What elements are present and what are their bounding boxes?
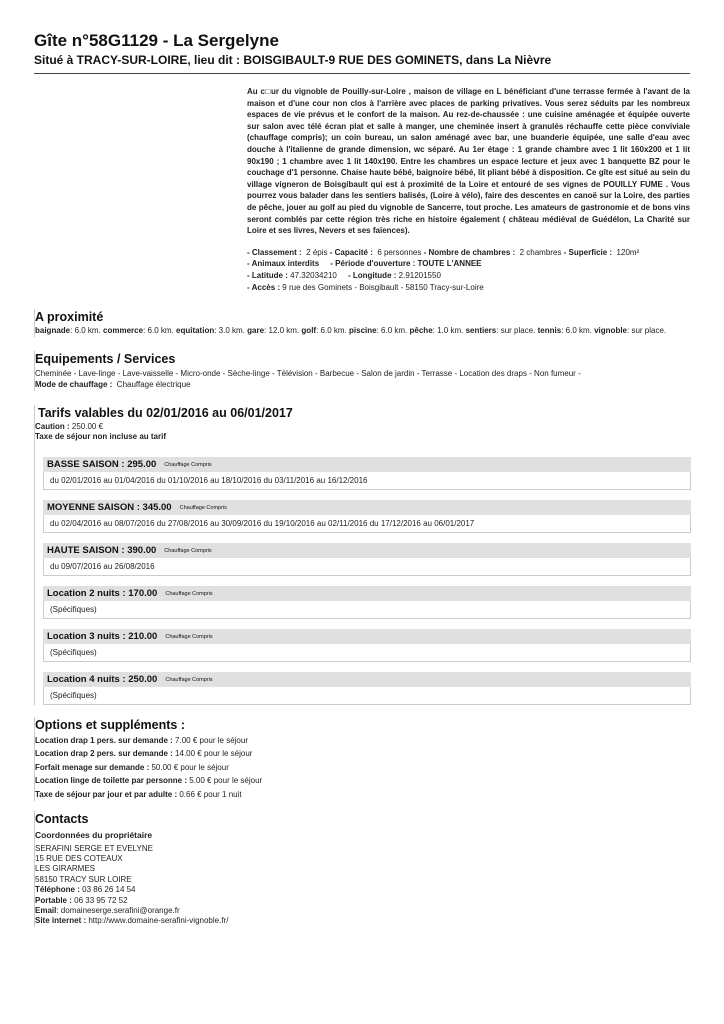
prox-commerce-label: commerce xyxy=(103,326,144,336)
tarifs-section xyxy=(34,405,690,705)
equipements-title: Equipements / Services xyxy=(35,351,176,366)
portable-value: 06 33 95 72 52 xyxy=(74,895,128,905)
contacts-section xyxy=(34,811,690,927)
site-label: Site internet : xyxy=(35,916,87,926)
longitude-label: - Longitude : xyxy=(347,270,397,280)
capacite-label: - Capacité : xyxy=(329,247,373,257)
option-item xyxy=(35,761,690,775)
caution-value: 250.00 € xyxy=(71,421,104,431)
prox-piscine-value: 6.0 km. xyxy=(381,326,408,336)
season-name: HAUTE SAISON : 390.00 xyxy=(47,544,157,556)
season-header xyxy=(43,543,691,558)
season-detail: du 09/07/2016 au 26/08/2016 xyxy=(43,558,691,576)
site-line xyxy=(35,916,690,926)
prox-piscine-label: piscine xyxy=(349,326,377,336)
season-detail: (Spécifiques) xyxy=(43,687,691,705)
options-title: Options et suppléments : xyxy=(35,717,186,732)
options-section xyxy=(34,717,690,802)
portable-line xyxy=(35,896,690,906)
option-value: 7.00 € pour le séjour xyxy=(175,735,248,745)
acces-value: 9 rue des Gominets - Boisgibault - 58150 Tracy-sur-Loire xyxy=(282,282,484,292)
telephone-line xyxy=(35,885,690,895)
tarifs-title: Tarifs valables du 02/01/2016 au 06/01/2017 xyxy=(38,405,293,420)
season-header xyxy=(43,672,691,687)
title-divider xyxy=(34,73,690,74)
email-value[interactable]: : domaineserge.serafini@orange.fr xyxy=(56,906,180,916)
proximite-list: baignade: 6.0 km. commerce: 6.0 km. equitation: 3.0 km. gare: 12.0 km. golf: 6.0 km. piscine: 6.0 km. pêche: 1.0 km. sentiers: sur place. tennis: 6.0 km. vignoble: sur place. xyxy=(35,326,667,336)
option-item xyxy=(35,734,690,748)
season-header xyxy=(43,629,691,644)
page-subtitle: Situé à TRACY-SUR-LOIRE, lieu dit : BOISGIBAULT-9 RUE DES GOMINETS, dans La Nièvre xyxy=(34,53,552,67)
latitude-value: 47.32034210 xyxy=(290,270,337,280)
site-link[interactable]: http://www.domaine-serafini-vignoble.fr/ xyxy=(88,916,229,926)
contacts-title: Contacts xyxy=(35,812,89,827)
season-detail: du 02/01/2016 au 01/04/2016 du 01/10/2016 au 18/10/2016 du 03/11/2016 au 16/12/2016 xyxy=(43,472,691,490)
owner-name: SERAFINI SERGE ET EVELYNE xyxy=(35,843,153,853)
prox-sentiers-value: sur place. xyxy=(500,326,536,336)
season-moyenne xyxy=(43,500,691,533)
facts-block xyxy=(247,247,690,293)
periode-text: - Période d'ouverture : TOUTE L'ANNEE xyxy=(330,259,482,269)
prox-gare-label: gare xyxy=(247,326,265,336)
classement-value: 2 épis xyxy=(306,247,328,257)
chambres-value: 2 chambres xyxy=(519,247,562,257)
season-haute xyxy=(43,543,691,576)
option-item xyxy=(35,747,690,761)
animaux-text: - Animaux interdits xyxy=(247,259,320,269)
option-value: 50.00 € pour le séjour xyxy=(151,762,229,772)
prox-equitation-label: equitation xyxy=(176,326,215,336)
season-location-3-nuits xyxy=(43,629,691,662)
season-note: Chauffage Compris xyxy=(164,461,212,468)
option-label: Location drap 1 pers. sur demande : xyxy=(35,735,173,745)
option-value: 0.66 € pour 1 nuit xyxy=(179,789,242,799)
proximite-title: A proximité xyxy=(35,310,104,325)
option-item xyxy=(35,774,690,788)
owner-address-2: LES GIRARMES xyxy=(35,864,96,874)
option-label: Location drap 2 pers. sur demande : xyxy=(35,749,173,759)
prox-gare-value: 12.0 km. xyxy=(268,326,300,336)
chauffage-label: Mode de chauffage : xyxy=(35,380,113,390)
prox-golf-label: golf xyxy=(301,326,317,336)
prox-baignade-label: baignade xyxy=(35,326,71,336)
prox-peche-value: 1.0 km. xyxy=(437,326,464,336)
latitude-label: - Latitude : xyxy=(247,270,288,280)
option-label: Location linge de toilette par personne : xyxy=(35,776,188,786)
email-line xyxy=(35,906,690,916)
portable-label: Portable : xyxy=(35,895,72,905)
prox-tennis-label: tennis xyxy=(537,326,562,336)
season-header xyxy=(43,500,691,515)
season-note: Chauffage Compris xyxy=(164,547,212,554)
prox-sentiers-label: sentiers xyxy=(465,326,497,336)
season-name: BASSE SAISON : 295.00 xyxy=(47,458,157,470)
season-name: Location 2 nuits : 170.00 xyxy=(47,587,158,599)
prox-peche-label: pêche xyxy=(409,326,433,336)
document-page xyxy=(34,30,690,927)
email-label: Email xyxy=(35,906,57,916)
season-header xyxy=(43,586,691,601)
chambres-label: - Nombre de chambres : xyxy=(423,247,516,257)
superficie-label: - Superficie : xyxy=(563,247,613,257)
season-basse xyxy=(43,457,691,490)
proximite-section xyxy=(34,309,690,337)
taxe-note-text: Taxe de séjour non incluse au tarif xyxy=(35,432,166,442)
season-note: Chauffage Compris xyxy=(179,504,227,511)
equipements-list: Cheminée - Lave-linge - Lave-vaisselle - Micro-onde - Sèche-linge - Télévision - Barbecue - Salon de jardin - Terrasse - Location des draps - Non fumeur - xyxy=(35,368,581,378)
owner-address-3: 58150 TRACY SUR LOIRE xyxy=(35,874,132,884)
prox-tennis-value: 6.0 km. xyxy=(565,326,592,336)
season-name: Location 4 nuits : 250.00 xyxy=(47,673,158,685)
telephone-value: 03 86 26 14 54 xyxy=(82,885,136,895)
prox-commerce-value: 6.0 km. xyxy=(147,326,174,336)
option-label: Taxe de séjour par jour et par adulte : xyxy=(35,789,178,799)
classement-label: - Classement : xyxy=(247,247,302,257)
contacts-subtitle: Coordonnées du propriétaire xyxy=(35,830,153,841)
capacite-value: 6 personnes xyxy=(377,247,422,257)
options-list xyxy=(35,734,690,802)
prox-baignade-value: 6.0 km. xyxy=(74,326,101,336)
taxe-note xyxy=(35,432,690,443)
season-note: Chauffage Compris xyxy=(165,590,213,597)
owner-address-1: 15 RUE DES COTEAUX xyxy=(35,854,123,863)
acces-label: - Accès : xyxy=(247,282,281,292)
season-name: MOYENNE SAISON : 345.00 xyxy=(47,501,172,513)
season-detail: (Spécifiques) xyxy=(43,601,691,619)
chauffage-line xyxy=(35,380,690,391)
season-name: Location 3 nuits : 210.00 xyxy=(47,630,158,642)
contacts-block xyxy=(35,844,690,927)
option-label: Forfait menage sur demande : xyxy=(35,762,150,772)
season-note: Chauffage Compris xyxy=(165,633,213,640)
superficie-value: 120m² xyxy=(616,247,640,257)
caution-label: Caution : xyxy=(35,421,70,431)
equipements-section xyxy=(34,351,690,391)
option-item xyxy=(35,788,690,802)
prox-golf-value: 6.0 km. xyxy=(320,326,347,336)
prox-vignoble-label: vignoble xyxy=(594,326,627,336)
longitude-value: 2.91201550 xyxy=(398,270,441,280)
prox-vignoble-value: sur place. xyxy=(631,326,667,336)
telephone-label: Téléphone : xyxy=(35,885,80,895)
chauffage-value: Chauffage électrique xyxy=(116,380,191,390)
description-text: Au c□ur du vignoble de Pouilly-sur-Loire , maison de village en L bénéficiant d'une terrasse fermée à l'avant de la maison et d'une cour non clos à l'arrière avec places de parking privatives. Vous serez séduits par les nombreux espaces de vie prévus et le confort de la maison. Au rez-de-chaussée : une cuisine aménagée et équipée ouverte sur salon avec télé écran plat et salle à manger, une cheminée insert à granulés réchauffe cette pièce conviviale (chauffage compris); un coin bureau, un salon aménagé avec bar, une buanderie équipée, une salle d'eau avec douche à l'italienne de grande dimension, wc séparé. Au 1er étage : 1 grande chambre avec 1 lit 160x200 et 1 lit 90x190 ; 1 chambre avec 1 lit 140x190. Entre les chambres un espace lecture et jeux avec 1 banquette BZ pour le couchage d'1 personne. Chaise haute bébé, baignoire bébé, lit pliant bébé à disposition. Ce gîte est situé au sein du village vigneron de Boisgibault qui est à proximité de la Loire et entouré de ses vignes de POUILLY FUME . Vous pourrez vous balader dans les sentiers balisés, (Loire à vélo), faire des descentes en canoë sur la Loire, des parties de pêche, jouer au golf au pied du vignoble de Sancerre, tout proche. Les amateurs de gastronomie et de bons vins seront comblés par cette région très riche en histoire également ( château médiéval de Guédélon, La Charité sur Loire et ses livres, Nevers et ses faïences). xyxy=(247,87,690,236)
caution-line xyxy=(35,422,690,433)
prox-equitation-value: 3.0 km. xyxy=(218,326,245,336)
season-header xyxy=(43,457,691,472)
option-value: 14.00 € pour le séjour xyxy=(175,749,253,759)
seasons-list xyxy=(35,457,690,705)
season-detail: du 02/04/2016 au 08/07/2016 du 27/08/2016 au 30/09/2016 du 19/10/2016 au 02/11/2016 du 17/12/2016 au 06/01/2017 xyxy=(43,515,691,533)
option-value: 5.00 € pour le séjour xyxy=(189,776,263,786)
season-detail: (Spécifiques) xyxy=(43,644,691,662)
season-location-2-nuits xyxy=(43,586,691,619)
season-location-4-nuits xyxy=(43,672,691,705)
page-title: Gîte n°58G1129 - La Sergelyne xyxy=(34,31,279,50)
season-note: Chauffage Compris xyxy=(165,676,213,683)
